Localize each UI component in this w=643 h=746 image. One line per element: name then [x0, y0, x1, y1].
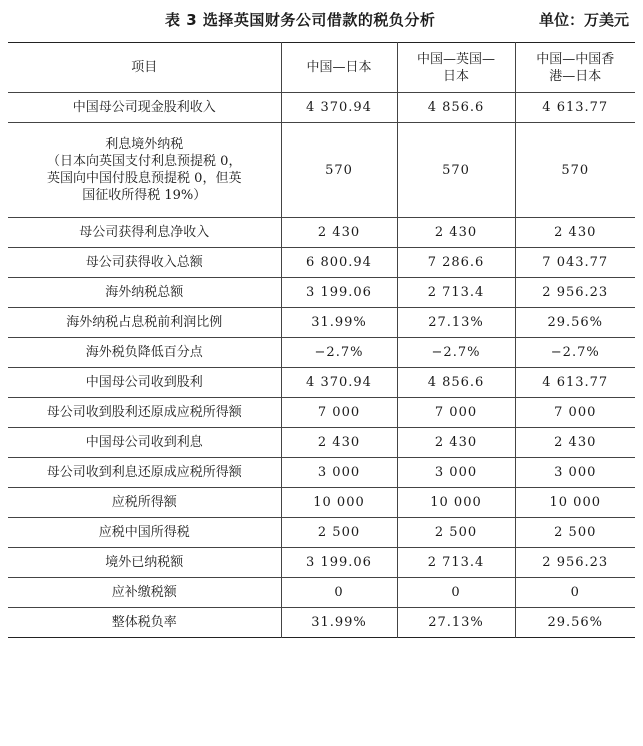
tax-analysis-table — [8, 42, 635, 638]
table-row — [8, 123, 635, 218]
row-label: 母公司获得利息净收入 — [8, 218, 281, 248]
cell-value: 2 430 — [281, 218, 397, 248]
cell-value: 2 430 — [397, 218, 515, 248]
table-row — [8, 278, 635, 308]
table-row — [8, 548, 635, 578]
cell-value: 27.13% — [397, 608, 515, 638]
cell-value: −2.7% — [281, 338, 397, 368]
table-row — [8, 308, 635, 338]
row-label: 中国母公司收到股利 — [8, 368, 281, 398]
cell-value: −2.7% — [397, 338, 515, 368]
cell-value: 0 — [281, 578, 397, 608]
cell-value: 10 000 — [397, 488, 515, 518]
table-row — [8, 368, 635, 398]
table-row — [8, 608, 635, 638]
cell-value: 3 199.06 — [281, 548, 397, 578]
header-china-japan: 中国—日本 — [281, 43, 397, 93]
cell-value: 3 000 — [281, 458, 397, 488]
row-label-line: （日本向英国支付利息预提税 0， — [47, 154, 242, 169]
row-label: 中国母公司现金股利收入 — [8, 93, 281, 123]
cell-value: 29.56% — [515, 308, 635, 338]
row-label: 母公司收到股利还原成应税所得额 — [8, 398, 281, 428]
table-row — [8, 488, 635, 518]
header-line: 中国—中国香 — [536, 51, 615, 67]
cell-value: 3 000 — [397, 458, 515, 488]
cell-value: 29.56% — [515, 608, 635, 638]
cell-value: 10 000 — [281, 488, 397, 518]
header-china-uk-japan — [397, 43, 515, 93]
row-label-line: 国征收所得税 19%） — [82, 188, 207, 203]
header-line: 中国—英国— — [416, 51, 495, 67]
table-row — [8, 218, 635, 248]
cell-value: 2 956.23 — [515, 548, 635, 578]
header-row — [8, 43, 635, 93]
row-label: 海外税负降低百分点 — [8, 338, 281, 368]
cell-value: 3 199.06 — [281, 278, 397, 308]
cell-value: −2.7% — [515, 338, 635, 368]
cell-value: 2 500 — [515, 518, 635, 548]
cell-value: 2 713.4 — [397, 548, 515, 578]
row-label: 中国母公司收到利息 — [8, 428, 281, 458]
row-label: 母公司获得收入总额 — [8, 248, 281, 278]
cell-value: 2 956.23 — [515, 278, 635, 308]
cell-value: 2 500 — [281, 518, 397, 548]
cell-value: 6 800.94 — [281, 248, 397, 278]
cell-value: 570 — [397, 123, 515, 218]
cell-value: 2 430 — [397, 428, 515, 458]
cell-value: 2 430 — [515, 428, 635, 458]
cell-value: 570 — [281, 123, 397, 218]
row-label: 整体税负率 — [8, 608, 281, 638]
header-line: 港—日本 — [549, 68, 602, 84]
cell-value: 10 000 — [515, 488, 635, 518]
table-row — [8, 458, 635, 488]
table-row — [8, 248, 635, 278]
cell-value: 2 713.4 — [397, 278, 515, 308]
row-label: 应补缴税额 — [8, 578, 281, 608]
cell-value: 4 613.77 — [515, 93, 635, 123]
unit-label: 单位：万美元 — [538, 11, 629, 29]
cell-value: 7 000 — [515, 398, 635, 428]
row-label: 母公司收到利息还原成应税所得额 — [8, 458, 281, 488]
row-label: 应税中国所得税 — [8, 518, 281, 548]
header-line: 日本 — [442, 68, 469, 84]
cell-value: 4 856.6 — [397, 368, 515, 398]
row-label: 海外纳税总额 — [8, 278, 281, 308]
cell-value: 2 430 — [515, 218, 635, 248]
cell-value: 0 — [515, 578, 635, 608]
cell-value: 2 500 — [397, 518, 515, 548]
table-row — [8, 338, 635, 368]
cell-value: 4 856.6 — [397, 93, 515, 123]
table-row — [8, 518, 635, 548]
cell-value: 31.99% — [281, 308, 397, 338]
row-label — [8, 123, 281, 218]
cell-value: 3 000 — [515, 458, 635, 488]
cell-value: 570 — [515, 123, 635, 218]
row-label-line: 英国向中国付股息预提税 0，但英 — [47, 171, 242, 186]
cell-value: 7 043.77 — [515, 248, 635, 278]
cell-value: 7 000 — [397, 398, 515, 428]
header-china-hk-japan — [515, 43, 635, 93]
row-label: 应税所得额 — [8, 488, 281, 518]
cell-value: 27.13% — [397, 308, 515, 338]
cell-value: 7 000 — [281, 398, 397, 428]
row-label: 境外已纳税额 — [8, 548, 281, 578]
cell-value: 2 430 — [281, 428, 397, 458]
table-row — [8, 93, 635, 123]
cell-value: 0 — [397, 578, 515, 608]
table-caption — [0, 0, 643, 38]
table-title: 表 3 选择英国财务公司借款的税负分析 — [165, 11, 436, 29]
row-label-line: 利息境外纳税 — [105, 137, 184, 152]
cell-value: 7 286.6 — [397, 248, 515, 278]
table-row — [8, 398, 635, 428]
cell-value: 4 613.77 — [515, 368, 635, 398]
cell-value: 4 370.94 — [281, 93, 397, 123]
table-row — [8, 578, 635, 608]
header-item: 项目 — [8, 43, 281, 93]
cell-value: 31.99% — [281, 608, 397, 638]
table-row — [8, 428, 635, 458]
row-label: 海外纳税占息税前利润比例 — [8, 308, 281, 338]
cell-value: 4 370.94 — [281, 368, 397, 398]
